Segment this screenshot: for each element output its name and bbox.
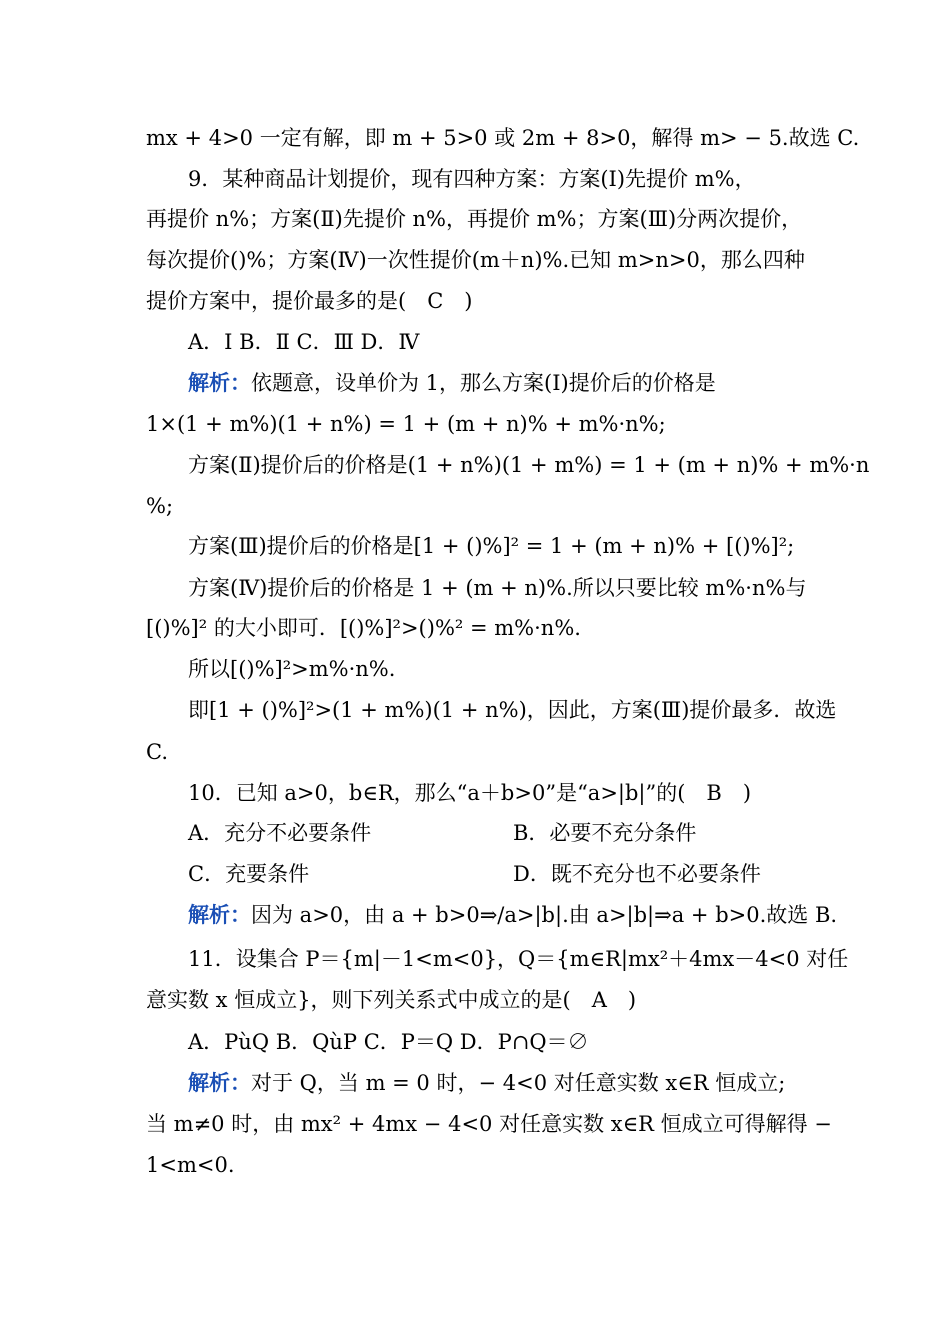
analysis-label: 解析：: [188, 370, 251, 395]
option-c: C．充要条件: [188, 862, 310, 886]
text-line: 每次提价()%；方案(Ⅳ)一次性提价(m＋n)%.已知 m>n>0，那么四种: [146, 248, 805, 272]
text-line: mx + 4>0 一定有解，即 m + 5>0 或 2m + 8>0，解得 m> − 5.故选 C.: [146, 126, 860, 150]
analysis-line: [188, 901, 837, 929]
text-line: 再提价 n%；方案(Ⅱ)先提价 n%，再提价 m%；方案(Ⅲ)分两次提价，: [146, 207, 803, 231]
analysis-line: [188, 1069, 785, 1097]
text-line: 意实数 x 恒成立}，则下列关系式中成立的是( A ): [146, 988, 637, 1012]
analysis-label: 解析：: [188, 902, 251, 927]
text-line: C.: [146, 740, 168, 764]
question-11-line: 11．设集合 P＝{m|－1<m<0}，Q＝{m∈R|mx²＋4mx－4<0 对任: [188, 947, 849, 971]
analysis-text: 对于 Q，当 m = 0 时，− 4<0 对任意实数 x∈R 恒成立;: [251, 1071, 786, 1095]
text-line: 方案(Ⅱ)提价后的价格是(1 + n%)(1 + m%) = 1 + (m + n)% + m%·n: [188, 453, 870, 477]
option-b: B．必要不充分条件: [513, 821, 697, 845]
analysis-label: 解析：: [188, 1070, 251, 1095]
analysis-text: 依题意，设单价为 1，那么方案(Ⅰ)提价后的价格是: [251, 371, 716, 395]
text-line: 1<m<0.: [146, 1153, 235, 1177]
text-line: %;: [146, 494, 174, 518]
option-a: A．充分不必要条件: [188, 821, 372, 845]
analysis-text: 因为 a>0，由 a + b>0⇒/a>|b|.由 a>|b|⇒a + b>0.故选 B.: [251, 903, 838, 927]
question-9-line: 9．某种商品计划提价，现有四种方案：方案(Ⅰ)先提价 m%，: [188, 167, 756, 191]
options-line: A．PùQ B．QùP C．P＝Q D．P∩Q＝∅: [188, 1030, 589, 1054]
text-line: 当 m≠0 时，由 mx² + 4mx − 4<0 对任意实数 x∈R 恒成立可得解得 −: [146, 1112, 832, 1136]
question-10-line: 10．已知 a>0，b∈R，那么“a＋b>0”是“a>|b|”的( B ): [188, 781, 752, 805]
options-line: A．Ⅰ B．Ⅱ C．Ⅲ D．Ⅳ: [188, 330, 420, 354]
text-line: 1×(1 + m%)(1 + n%) = 1 + (m + n)% + m%·n%;: [146, 412, 666, 436]
text-line: 即[1 + ()%]²>(1 + m%)(1 + n%)，因此，方案(Ⅲ)提价最多．故选: [188, 698, 837, 722]
text-line: 提价方案中，提价最多的是( C ): [146, 289, 473, 313]
option-d: D．既不充分也不必要条件: [513, 862, 761, 886]
text-line: 方案(Ⅳ)提价后的价格是 1 + (m + n)%.所以只要比较 m%·n%与: [188, 576, 807, 600]
text-line: [()%]² 的大小即可．[()%]²>()%² = m%·n%.: [146, 616, 581, 640]
text-line: 所以[()%]²>m%·n%.: [188, 657, 396, 681]
analysis-line: [188, 369, 716, 397]
text-line: 方案(Ⅲ)提价后的价格是[1 + ()%]² = 1 + (m + n)% + [()%]²;: [188, 534, 795, 558]
